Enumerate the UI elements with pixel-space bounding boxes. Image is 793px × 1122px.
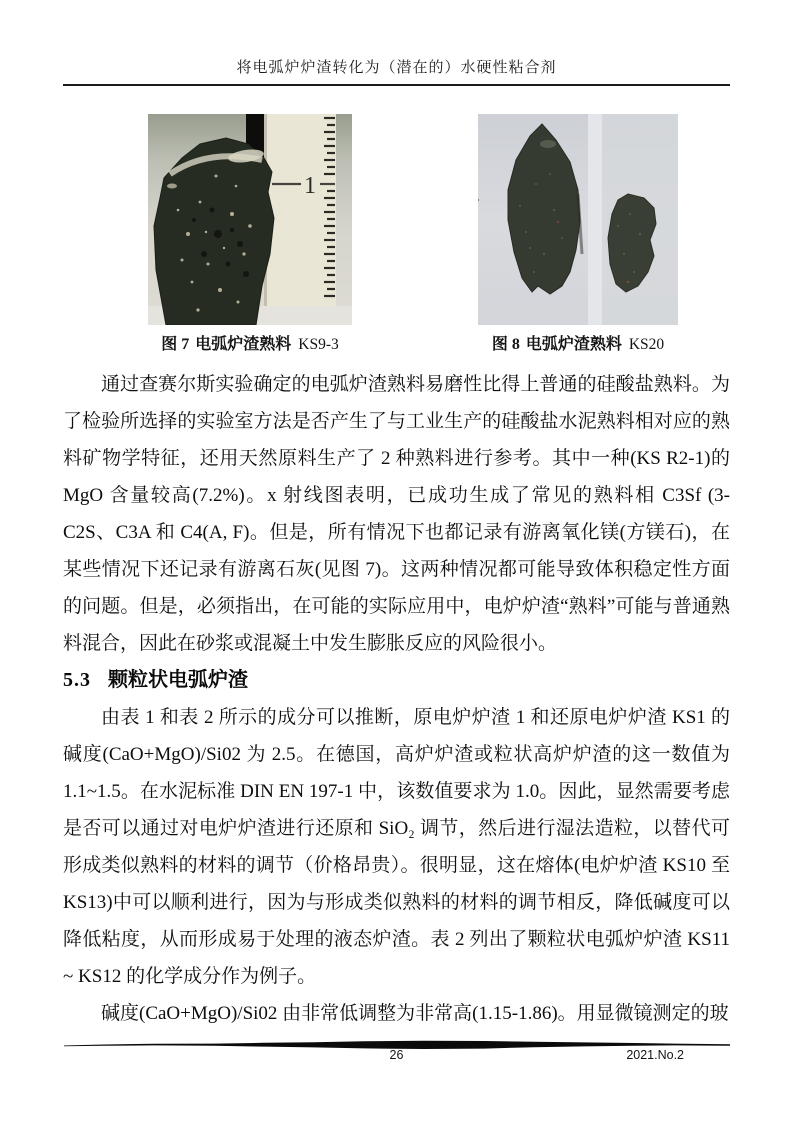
page-number: 26 bbox=[389, 1048, 404, 1062]
figure-8-caption-label: 图 8 bbox=[491, 336, 520, 353]
figure-8-caption-title: 电弧炉渣熟料 bbox=[525, 336, 622, 353]
figure-7-photo-slag-sample bbox=[148, 114, 352, 325]
figure-8-caption bbox=[478, 331, 678, 354]
section-title: 颗粒状电弧炉渣 bbox=[108, 669, 248, 691]
running-header-title: 将电弧炉炉渣转化为（潜在的）水硬性粘合剂 bbox=[236, 60, 557, 76]
figure-8-caption-code: KS20 bbox=[628, 336, 665, 353]
ruler-icon bbox=[264, 114, 336, 306]
figure-7-caption bbox=[148, 331, 352, 354]
paragraph-3: 碱度(CaO+MgO)/Si02 由非常低调整为非常高(1.15-1.86)。用显微镜测定的玻 bbox=[101, 1003, 729, 1024]
paragraph-2: 由表 1 和表 2 所示的成分可以推断，原电炉炉渣 1 和还原电炉炉渣 KS1 的碱度(CaO+MgO)/Si02 为 2.5。在德国，高炉炉渣或粒状高炉炉渣的这一数值为 1.1~1.5。在水泥标准 DIN EN 197-1 中，该数值要求为 1.0。因此，显然需要考虑是否可以通过对电炉炉渣进行还原和 SiO₂ 调节，然后进行湿法造粒，以替代可形成类似熟料的材料的调节（价格昂贵）。很明显，这在熔体(电炉炉渣 KS10 至 KS13)中可以顺利进行，因为与形成类似熟料的材料的调节相反，降低碱度可以降低粘度，从而形成易于处理的液态炉渣。表 2 列出了颗粒状电弧炉炉渣 KS11 ~ KS12 的化学成分作为例子。 bbox=[63, 707, 730, 987]
ruler-mark-label: 1 bbox=[304, 173, 316, 199]
figure-7-caption-label: 图 7 bbox=[161, 336, 190, 353]
figure-7-caption-code: KS9-3 bbox=[298, 336, 339, 353]
header-rule bbox=[63, 84, 730, 86]
section-heading-5-3 bbox=[63, 662, 730, 699]
section-number: 5.3 bbox=[63, 669, 91, 691]
issue-number: 2021.No.2 bbox=[626, 1048, 684, 1062]
footer bbox=[63, 1048, 730, 1066]
figure-8-photo-slag-fragments bbox=[478, 114, 678, 325]
paragraph-1: 通过查赛尔斯实验确定的电弧炉渣熟料易磨性比得上普通的硅酸盐熟料。为了检验所选择的实验室方法是否产生了与工业生产的硅酸盐水泥熟料相对应的熟料矿物学特征，还用天然原料生产了 2 种熟料进行参考。其中一种(KS R2-1)的 MgO 含量较高(7.2%)。x 射线图表明，已成功生成了常见的熟料相 C3Sf (3-C2S、C3A 和 C4(A, F)。但是，所有情况下也都记录有游离氧化镁(方镁石)，在某些情况下还记录有游离石灰(见图 7)。这两种情况都可能导致体积稳定性方面的问题。但是，必须指出，在可能的实际应用中，电炉炉渣“熟料”可能与普通熟料混合，因此在砂浆或混凝土中发生膨胀反应的风险很小。 bbox=[63, 374, 730, 654]
body-text bbox=[63, 366, 730, 1032]
figure-7-caption-title: 电弧炉渣熟料 bbox=[195, 336, 292, 353]
figure-7 bbox=[148, 114, 352, 354]
figure-8 bbox=[478, 114, 678, 354]
